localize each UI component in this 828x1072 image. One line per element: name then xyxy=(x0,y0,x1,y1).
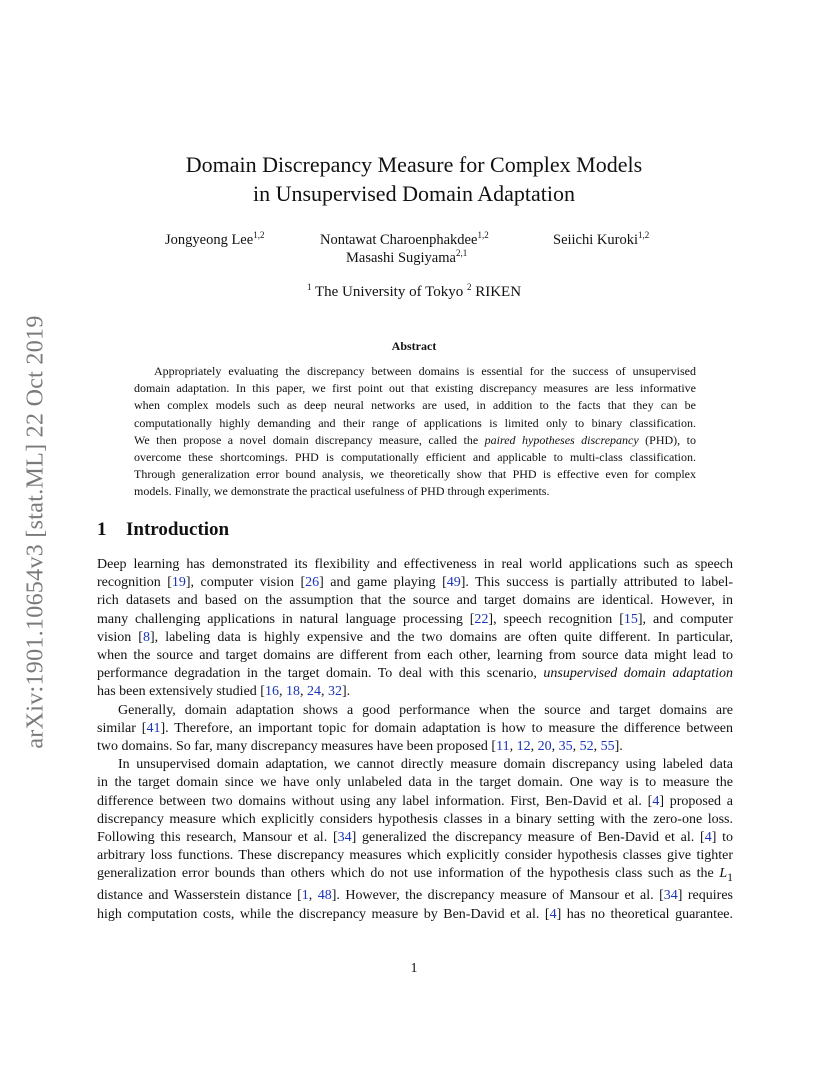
page-number: 1 xyxy=(410,961,418,976)
citation-link[interactable]: 15 xyxy=(623,611,638,627)
author-lee: Jongyeong Lee$^{1,2}$ xyxy=(165,230,265,248)
citation-link[interactable]: 49 xyxy=(446,575,461,591)
author-sugiyama: Masashi Sugiyama$^{2,1}$ xyxy=(346,248,468,266)
citation-link[interactable]: 4 xyxy=(704,830,712,846)
arxiv-identifier: arXiv:1901.10654v3 [stat.ML] 22 Oct 2019 xyxy=(22,315,49,749)
abstract-text: Appropriately evaluating the discrepancy between domains is essential for the success of unsupervised domain adaptation. In this paper, we first point out that existing discrepancy measures are less informative when complex models such as deep neural networks are used, in addition to the facts that they can be computationally highly demanding and their range of applications is limited only to binary classification. We then propose a novel domain discrepancy measure, called the paired hypotheses discrepancy (PHD), to overcome these shortcomings. PHD is computationally efficient and applicable to multi-class classification. Through generalization error bound analysis, we theoretically show that PHD is effective even for complex models. Finally, we demonstrate the practical usefulness of PHD through experiments. xyxy=(134,364,696,499)
citation-link[interactable]: 12 xyxy=(516,739,531,755)
citation-link[interactable]: 52 xyxy=(579,739,594,755)
author-kuroki: Seiichi Kuroki$^{1,2}$ xyxy=(553,230,650,248)
introduction-body: Deep learning has demonstrated its flexibility and effectiveness in real world applications such as speech recognition [19], computer vision [26] and game playing [49]. This success is partially attributed to label- rich datasets and based on the assumption that the source and target domains are identical. However, in many challenging applications in natural language processing [22], speech recognition [15], and computer vision [8], labeling data is highly expensive and the two domains are often quite different. In particular, when the source and target domains are different from each other, learning from source data might lead to performance degradation in the target domain. To deal with this scenario, unsupervised domain adaptation has been extensively studied [16, 18, 24, 32]. Generally, domain adaptation shows a good performance when the source and target domains are similar [41]. Therefore, an important topic for domain adaptation is how to measure the difference between two domains. So far, many discrepancy measures have been proposed [11, 12, 20, 35, 52, 55]. In unsupervised domain adaptation, we cannot directly measure domain discrepancy using labeled data in the target domain since we have only unlabeled data in the target domain. One way is to measure the difference between two domains without using any label information. First, Ben-David et al. [4] proposed a discrepancy measure which explicitly considers hypothesis classes in a binary setting with the zero-one loss. Following this research, Mansour et al. [34] generalized the discrepancy measure of Ben-David et al. [4] to arbitrary loss functions. These discrepancy measures which explicitly consider hypothesis classes give tighter generalization error bounds than others which do not use information of the hypothesis class such as the $L_1$ distance and Wasserstein distance [1, 48]. However, the discrepancy measure of Mansour et al. [34] requires high computation costs, while the discrepancy measure by Ben-David et al. [4] has no theoretical guarantee. xyxy=(97,557,734,922)
citation-link[interactable]: 41 xyxy=(146,720,161,736)
citation-link[interactable]: 32 xyxy=(327,684,342,700)
citation-link[interactable]: 18 xyxy=(285,684,300,700)
citation-link[interactable]: 1 xyxy=(301,888,309,904)
citation-link[interactable]: 35 xyxy=(558,739,573,755)
citation-link[interactable]: 34 xyxy=(337,830,352,846)
citation-link[interactable]: 24 xyxy=(306,684,321,700)
author-charoenphakdee: Nontawat Charoenphakdee$^{1,2}$ xyxy=(320,230,489,248)
citation-link[interactable]: 55 xyxy=(600,739,615,755)
citation-link[interactable]: 19 xyxy=(171,575,186,591)
citation-link[interactable]: 22 xyxy=(474,611,489,627)
citation-link[interactable]: 8 xyxy=(142,629,150,645)
citation-link[interactable]: 26 xyxy=(305,575,320,591)
paper-title: Domain Discrepancy Measure for Complex Models in Unsupervised Domain Adaptation xyxy=(185,152,643,206)
citation-link[interactable]: 16 xyxy=(264,684,279,700)
affiliations: $^1$ The University of Tokyo $^2$ RIKEN xyxy=(306,282,522,300)
citation-link[interactable]: 4 xyxy=(549,906,557,922)
section-heading-introduction: 1 Introduction xyxy=(97,519,230,540)
citation-link[interactable]: 20 xyxy=(537,739,552,755)
citation-link[interactable]: 4 xyxy=(652,793,660,809)
paragraph-line: Deep learning has demonstrated its flexibility and effectiveness in real world applications such as speech xyxy=(97,557,733,572)
citation-link[interactable]: 34 xyxy=(663,888,678,904)
abstract-heading: Abstract xyxy=(391,339,437,353)
citation-link[interactable]: 11 xyxy=(496,739,510,755)
citation-link[interactable]: 48 xyxy=(317,888,332,904)
